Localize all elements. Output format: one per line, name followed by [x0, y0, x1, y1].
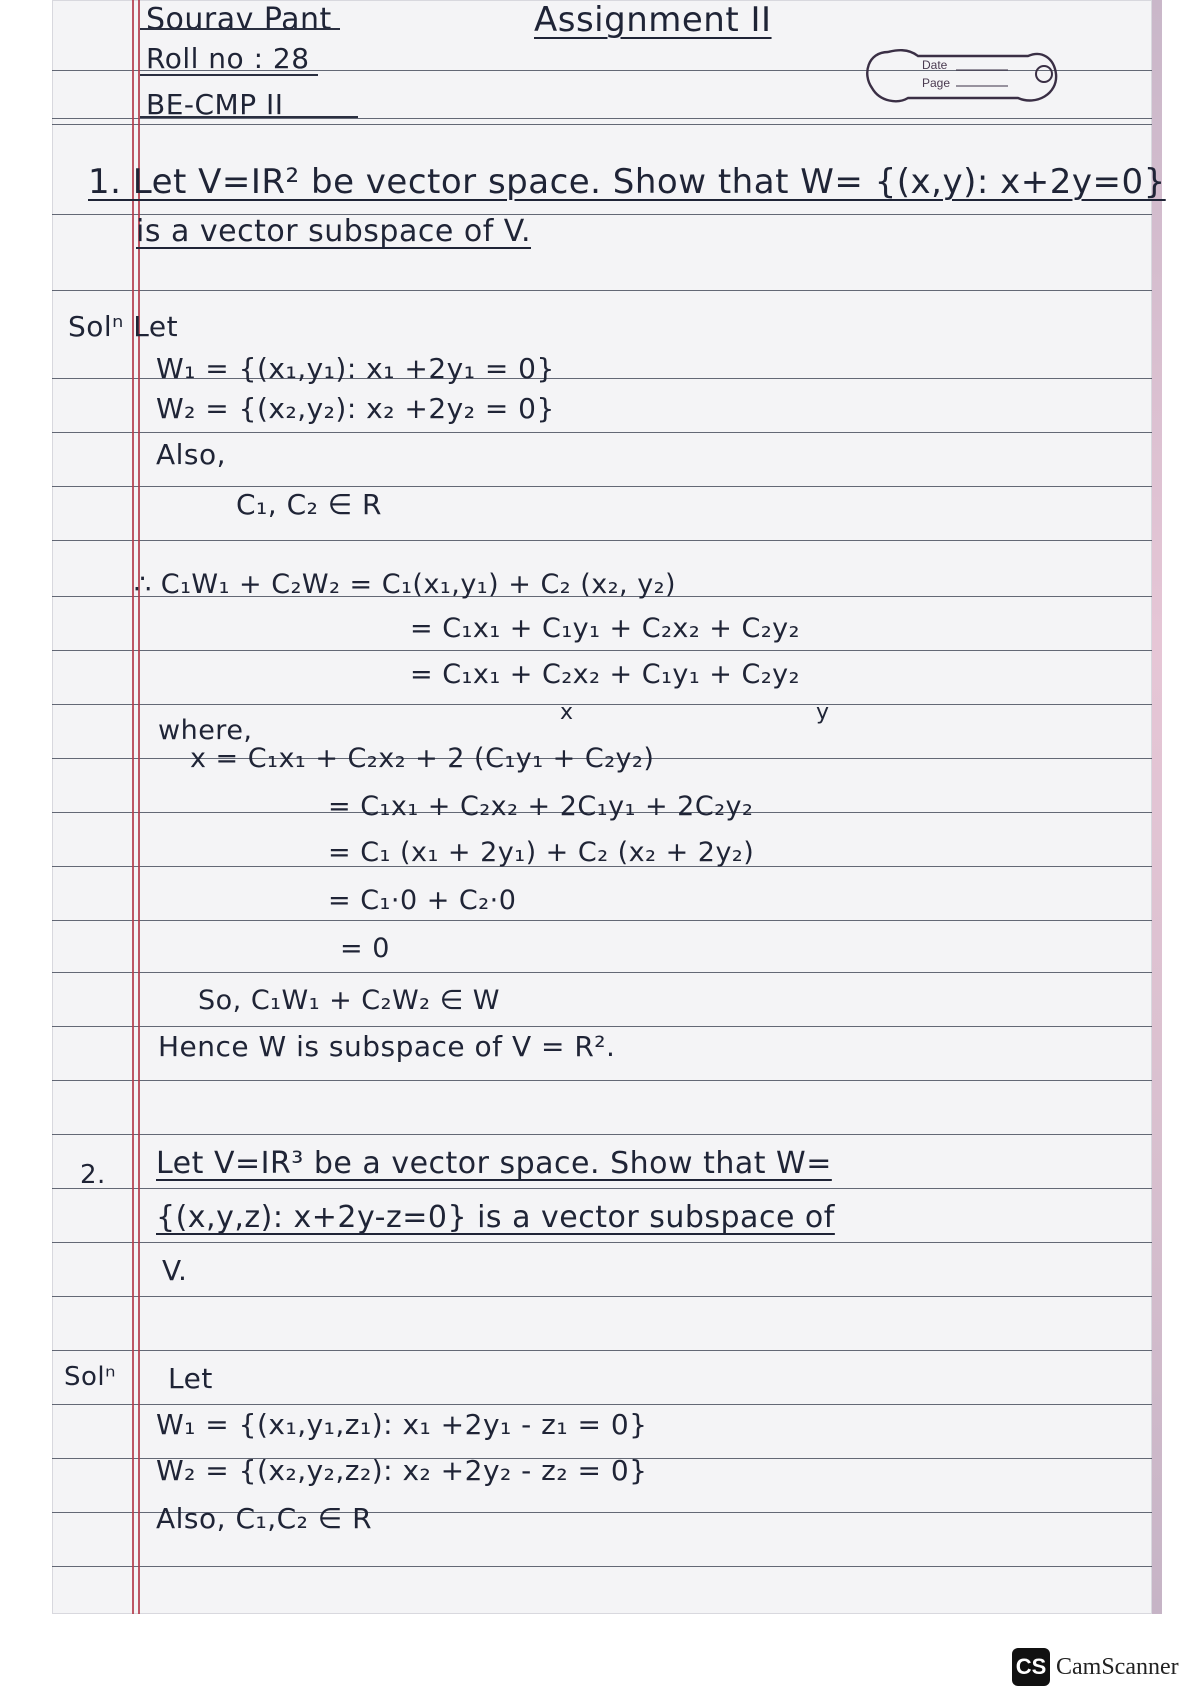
ruled-line [52, 1134, 1152, 1135]
ruled-line [52, 1080, 1152, 1081]
page-edge [1152, 0, 1162, 1614]
handwritten-line: x = C₁x₁ + C₂x₂ + 2 (C₁y₁ + C₂y₂) [190, 743, 655, 774]
ruled-line [52, 1404, 1152, 1405]
ruled-line [52, 124, 1152, 125]
ruled-line [52, 540, 1152, 541]
roll-number: Roll no : 28 [146, 42, 310, 75]
handwritten-line: = C₁x₁ + C₂x₂ + C₁y₁ + C₂y₂ [410, 659, 800, 690]
ruled-line [52, 1566, 1152, 1567]
ruled-line [52, 1026, 1152, 1027]
header-underline [140, 74, 318, 76]
ruled-line [52, 1350, 1152, 1351]
handwritten-line: Let [168, 1362, 213, 1395]
date-page-stamp [858, 44, 1064, 110]
student-name: Sourav Pant [146, 2, 332, 37]
ruled-line [52, 486, 1152, 487]
handwritten-line: = 0 [340, 933, 390, 964]
handwritten-line: = C₁x₁ + C₂x₂ + 2C₁y₁ + 2C₂y₂ [328, 791, 754, 822]
ruled-line [52, 432, 1152, 433]
handwritten-line: 1. Let V=IR² be vector space. Show that W= {(x,y): x+2y=0} [88, 162, 1166, 202]
date-field-label: Date [922, 58, 948, 72]
camscanner-logo [1012, 1648, 1179, 1686]
ruled-line [52, 1296, 1152, 1297]
handwritten-line: Solⁿ [64, 1362, 116, 1392]
handwritten-line: V. [162, 1254, 188, 1287]
date-stamp-frame [858, 44, 1064, 110]
assignment-title: Assignment II [534, 0, 772, 40]
handwritten-line: is a vector subspace of V. [136, 214, 531, 249]
class-label: BE-CMP II [146, 88, 284, 121]
handwritten-line: W₂ = {(x₂,y₂,z₂): x₂ +2y₂ - z₂ = 0} [156, 1454, 648, 1487]
page-field-label: Page [922, 76, 951, 90]
handwritten-line: Hence W is subspace of V = R². [158, 1030, 616, 1063]
ruled-line [52, 1242, 1152, 1243]
margin-line [132, 0, 134, 1614]
ruled-line [52, 1188, 1152, 1189]
ruled-line [52, 704, 1152, 705]
handwritten-line: W₁ = {(x₁,y₁,z₁): x₁ +2y₁ - z₁ = 0} [156, 1408, 648, 1441]
handwritten-line: Solⁿ Let [68, 310, 179, 343]
handwritten-line: Let V=IR³ be a vector space. Show that W= [156, 1146, 832, 1181]
handwritten-line: 2. [80, 1160, 106, 1190]
handwritten-line: = C₁·0 + C₂·0 [328, 885, 517, 916]
handwritten-line: ∴ C₁W₁ + C₂W₂ = C₁(x₁,y₁) + C₂ (x₂, y₂) [134, 569, 677, 600]
handwritten-line: W₁ = {(x₁,y₁): x₁ +2y₁ = 0} [156, 352, 555, 385]
header-underline [140, 116, 358, 118]
camscanner-name: CamScanner [1056, 1653, 1179, 1680]
handwritten-line: W₂ = {(x₂,y₂): x₂ +2y₂ = 0} [156, 392, 555, 425]
handwritten-line: y [816, 700, 830, 725]
camscanner-icon: CS [1012, 1648, 1050, 1686]
handwritten-line: Also, C₁,C₂ ∈ R [156, 1502, 373, 1535]
handwritten-line: = C₁ (x₁ + 2y₁) + C₂ (x₂ + 2y₂) [328, 837, 755, 868]
handwritten-line: = C₁x₁ + C₁y₁ + C₂x₂ + C₂y₂ [410, 613, 800, 644]
handwritten-line: x [560, 700, 574, 725]
handwritten-line: Also, [156, 438, 227, 471]
handwritten-line: where, [158, 715, 253, 746]
handwritten-line: So, C₁W₁ + C₂W₂ ∈ W [198, 985, 500, 1016]
ruled-line [52, 290, 1152, 291]
ruled-line [52, 650, 1152, 651]
handwritten-line: C₁, C₂ ∈ R [236, 488, 382, 521]
header-underline [140, 28, 340, 30]
handwritten-line: {(x,y,z): x+2y-z=0} is a vector subspace of [156, 1200, 835, 1235]
ruled-line [52, 920, 1152, 921]
ruled-line [52, 972, 1152, 973]
